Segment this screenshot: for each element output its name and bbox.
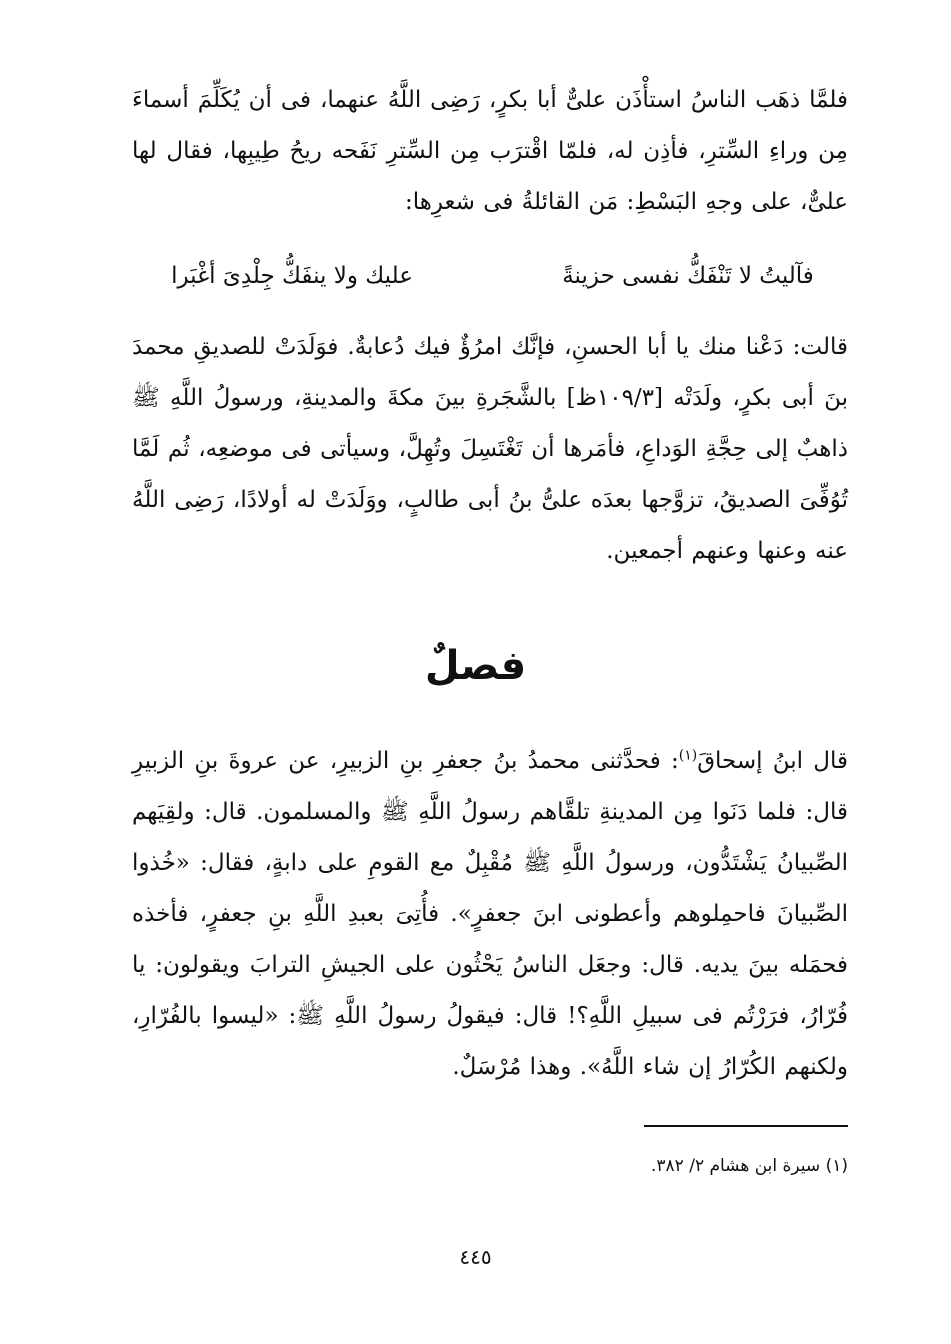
page-number: ٤٤٥ [459,1245,492,1269]
paragraph-3 [132,736,848,1093]
paragraph-3-body: : فحدَّثنى محمدُ بنُ جعفرِ بنِ الزبيرِ، عن عروةَ بنِ الزبيرِ قال: فلما دَنَوا مِن المدينةِ تلقَّاهم رسولُ اللَّهِ ﷺ والمسلمون. قال: ولقِيَهم الصِّبيانُ يَشْتَدُّون، ورسولُ اللَّهِ ﷺ مُقْبِلٌ مع القومِ على دابةٍ، فقال: «خُذوا الصِّبيانَ فاحمِلوهم وأعطونى ابنَ جعفرٍ». فأُتِىَ بعبدِ اللَّهِ بنِ جعفرٍ، فأخذه فحمَله بينَ يديه. قال: وجعَل الناسُ يَحْثُون على الجيشِ الترابَ ويقولون: يا فُرّارُ، فرَرْتُم فى سبيلِ اللَّهِ؟! قال: فيقولُ رسولُ اللَّهِ ﷺ: «ليسوا بالفُرّارِ، ولكنهم الكُرّارُ إن شاء اللَّهُ». وهذا مُرْسَلٌ. [132,748,848,1080]
verse-second-hemistich: عليك ولا ينفَكُّ جِلْدِىَ أغْبَرا [171,263,413,289]
paragraph-3-intro: قال ابنُ إسحاقَ [697,748,848,774]
verse-first-hemistich: فآليتُ لا تَنْفَكُّ نفسى حزينةً [562,263,814,289]
footnote: (١) سيرة ابن هشام ٢/ ٣٨٢. [650,1156,848,1176]
footnote-divider [644,1125,848,1127]
paragraph-2: قالت: دَعْنا منك يا أبا الحسنِ، فإنَّك امرُؤٌ فيك دُعابةٌ. فوَلَدَتْ للصديقِ محمدَ بنَ أبى بكرٍ، ولَدَتْه [١٠٩/٣ظ] بالشَّجَرةِ بينَ مكةَ والمدينةِ، ورسولُ اللَّهِ ﷺ ذاهبٌ إلى حِجَّةِ الوَداعِ، فأمَرها أن تَغْتَسِلَ وتُهِلَّ، وسيأتى فى موضعِه، ثُم لَمَّا تُوُفِّىَ الصديقُ، تزوَّجها بعدَه علىُّ بنُ أبى طالبٍ، ووَلَدَتْ له أولادًا، رَضِى اللَّهُ عنه وعنها وعنهم أجمعين. [132,334,848,564]
paragraph-1: فلمَّا ذهَب الناسُ استأْذَن علىٌّ أبا بكرٍ، رَضِى اللَّهُ عنهما، فى أن يُكَلِّمَ أسماءَ مِن وراءِ السِّترِ، فأذِن له، فلمّا اقْترَب مِن السِّترِ نَفَحه ريحُ طِيبِها، فقال لها علىٌّ، على وجهِ البَسْطِ: مَن القائلةُ فى شعرِها: [132,87,848,215]
footnote-marker[interactable]: (١) [678,747,698,764]
poetry-verse [132,252,848,300]
section-heading: فصلٌ [424,643,527,689]
